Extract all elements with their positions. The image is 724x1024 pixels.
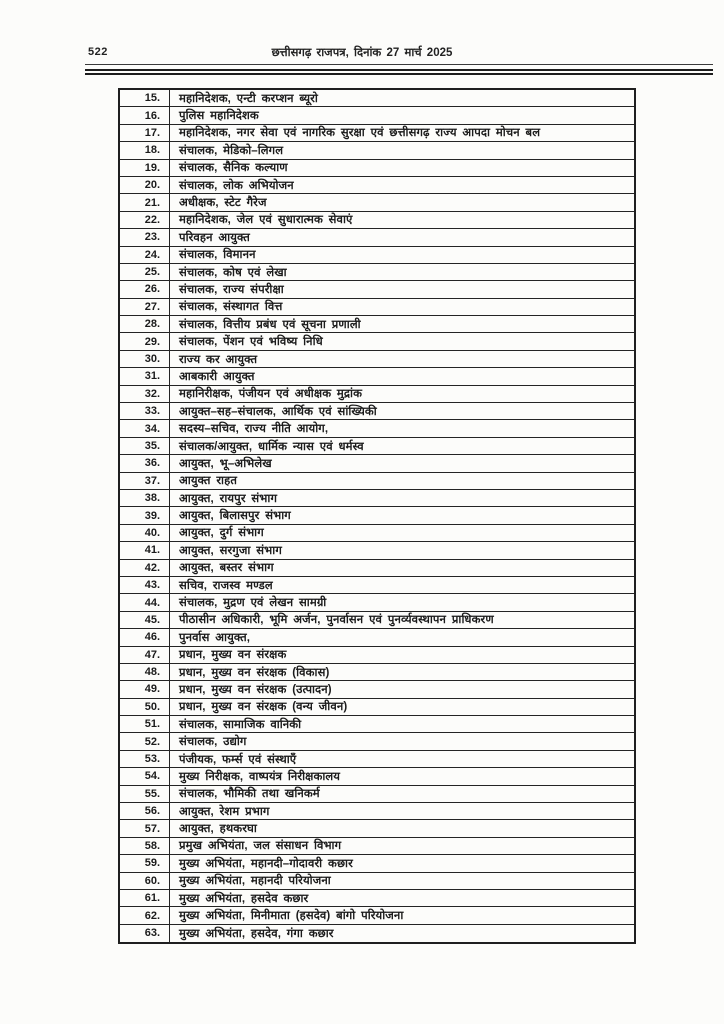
table-row [120,786,634,803]
table-row [120,281,634,298]
row-designation: आयुक्त, सरगुजा संभाग [179,544,282,557]
row-designation: आयुक्त राहत [179,475,237,488]
row-number: 34. [120,420,170,436]
table-row [120,716,634,733]
row-designation: संचालक, राज्य संपरीक्षा [179,283,284,296]
table-row [120,386,634,403]
page-number: 522 [88,46,108,58]
table-row [120,664,634,681]
row-number: 44. [120,594,170,610]
header-rule-double [85,69,713,75]
table-row [120,333,634,350]
table-row [120,455,634,472]
header-rule-thin [85,64,713,65]
row-number: 55. [120,786,170,802]
table-row [120,420,634,437]
row-designation: पंजीयक, फर्म्स एवं संस्थाएँ [179,753,297,766]
row-designation: आयुक्त, बस्तर संभाग [179,562,274,575]
table-row [120,507,634,524]
table-row [120,247,634,264]
row-designation: मुख्य अभियंता, महानदी–गोदावरी कछार [179,857,353,870]
table-row [120,612,634,629]
row-designation: आयुक्त, दुर्ग संभाग [179,527,264,540]
table-row [120,107,634,124]
row-designation: संचालक, कोष एवं लेखा [179,266,287,279]
table-row [120,351,634,368]
table-row [120,438,634,455]
table-row [120,403,634,420]
row-designation: संचालक, लोक अभियोजन [179,179,294,192]
row-designation: महानिरीक्षक, पंजीयन एवं अधीक्षक मुद्रांक [179,388,363,401]
row-number: 33. [120,403,170,419]
row-designation: संचालक, सैनिक कल्याण [179,162,288,175]
row-number: 54. [120,768,170,784]
table-row [120,160,634,177]
row-designation: प्रधान, मुख्य वन संरक्षक (वन्य जीवन) [179,701,348,714]
row-designation: परिवहन आयुक्त [179,231,250,244]
row-number: 17. [120,125,170,141]
table-row [120,560,634,577]
row-number: 59. [120,855,170,871]
row-number: 24. [120,247,170,263]
row-designation: मुख्य निरीक्षक, वाष्पयंत्र निरीक्षकालय [179,770,341,783]
row-number: 27. [120,299,170,315]
row-number: 60. [120,873,170,889]
row-number: 57. [120,820,170,836]
table-row [120,699,634,716]
row-designation: संचालक, वित्तीय प्रबंध एवं सूचना प्रणाली [179,318,361,331]
table-row [120,751,634,768]
table-row [120,299,634,316]
table-row [120,733,634,750]
row-designation: आबकारी आयुक्त [179,370,255,383]
row-number: 43. [120,577,170,593]
row-number: 31. [120,368,170,384]
row-number: 22. [120,212,170,228]
row-number: 56. [120,803,170,819]
row-number: 36. [120,455,170,471]
table-row [120,177,634,194]
table-row [120,368,634,385]
row-designation: महानिदेशक, जेल एवं सुधारात्मक सेवाएं [179,214,353,227]
row-number: 50. [120,699,170,715]
row-number: 63. [120,925,170,942]
row-number: 45. [120,612,170,628]
table-row [120,820,634,837]
row-designation: संचालक, भौमिकी तथा खनिकर्म [179,788,320,801]
row-designation: अधीक्षक, स्टेट गैरेज [179,197,267,210]
row-designation: मुख्य अभियंता, हसदेव, गंगा कछार [179,927,334,940]
row-designation: मुख्य अभियंता, महानदी परियोजना [179,875,331,888]
row-number: 35. [120,438,170,454]
row-designation: राज्य कर आयुक्त [179,353,258,366]
row-number: 19. [120,160,170,176]
row-designation: प्रधान, मुख्य वन संरक्षक (विकास) [179,666,330,679]
table-row [120,803,634,820]
row-designation: आयुक्त, बिलासपुर संभाग [179,510,291,523]
table-row [120,90,634,107]
table-row [120,212,634,229]
table-row [120,473,634,490]
table-row [120,681,634,698]
row-designation: मुख्य अभियंता, मिनीमाता (हसदेव) बांगो परियोजना [179,910,404,923]
table-row [120,229,634,246]
row-designation: प्रधान, मुख्य वन संरक्षक [179,649,287,662]
row-designation: आयुक्त, रायपुर संभाग [179,492,278,505]
table-row [120,194,634,211]
row-number: 40. [120,525,170,541]
row-designation: पीठासीन अधिकारी, भूमि अर्जन, पुनर्वासन एवं पुनर्व्यवस्थापन प्राधिकरण [179,614,494,627]
table-row [120,838,634,855]
row-designation: संचालक, उद्योग [179,736,247,749]
table-row [120,542,634,559]
table-row [120,264,634,281]
row-number: 51. [120,716,170,732]
row-designation: संचालक, मुद्रण एवं लेखन सामग्री [179,597,327,610]
row-number: 53. [120,751,170,767]
designations-table [118,88,636,944]
row-designation: मुख्य अभियंता, हसदेव कछार [179,892,309,905]
row-designation: सदस्य–सचिव, राज्य नीति आयोग, [179,423,329,436]
table-row [120,490,634,507]
table-row [120,647,634,664]
table-row [120,316,634,333]
row-number: 18. [120,142,170,158]
row-number: 30. [120,351,170,367]
row-designation: आयुक्त, हथकरघा [179,823,257,836]
row-number: 23. [120,229,170,245]
row-number: 41. [120,542,170,558]
row-designation: आयुक्त, भू–अभिलेख [179,457,272,470]
row-designation: संचालक/आयुक्त, धार्मिक न्यास एवं धर्मस्व [179,440,364,453]
row-designation: महानिदेशक, एन्टी करप्शन ब्यूरो [179,92,318,105]
row-designation: आयुक्त–सह–संचालक, आर्थिक एवं सांख्यिकी [179,405,377,418]
row-designation: सचिव, राजस्व मण्डल [179,579,273,592]
row-number: 47. [120,647,170,663]
row-designation: संचालक, मेडिको–लिगल [179,144,284,157]
table-row [120,525,634,542]
row-number: 46. [120,629,170,645]
row-number: 42. [120,560,170,576]
row-designation: आयुक्त, रेशम प्रभाग [179,805,270,818]
table-row [120,768,634,785]
row-number: 21. [120,194,170,210]
row-designation: पुलिस महानिदेशक [179,110,259,123]
table-row [120,890,634,907]
row-number: 49. [120,681,170,697]
row-number: 16. [120,107,170,123]
row-number: 61. [120,890,170,906]
row-number: 29. [120,333,170,349]
table-row [120,873,634,890]
row-designation: संचालक, सामाजिक वानिकी [179,718,302,731]
row-designation: संचालक, पेंशन एवं भविष्य निधि [179,336,323,349]
row-number: 15. [120,90,170,106]
page-title: छत्तीसगढ़ राजपत्र, दिनांक 27 मार्च 2025 [271,47,453,59]
table-row [120,907,634,924]
table-row [120,925,634,942]
row-number: 20. [120,177,170,193]
row-designation: प्रधान, मुख्य वन संरक्षक (उत्पादन) [179,683,332,696]
row-number: 38. [120,490,170,506]
row-number: 28. [120,316,170,332]
row-number: 39. [120,507,170,523]
table-row [120,125,634,142]
row-number: 32. [120,386,170,402]
row-designation: प्रमुख अभियंता, जल संसाधन विभाग [179,840,342,853]
row-number: 52. [120,733,170,749]
table-row [120,142,634,159]
table-row [120,629,634,646]
table-row [120,855,634,872]
row-number: 62. [120,907,170,923]
row-number: 26. [120,281,170,297]
row-designation: महानिदेशक, नगर सेवा एवं नागरिक सुरक्षा एवं छत्तीसगढ़ राज्य आपदा मोचन बल [179,127,541,140]
row-number: 48. [120,664,170,680]
row-number: 25. [120,264,170,280]
row-number: 58. [120,838,170,854]
row-designation: पुनर्वास आयुक्त, [179,631,251,644]
row-designation: संचालक, विमानन [179,249,256,262]
table-row [120,577,634,594]
row-number: 37. [120,473,170,489]
table-row [120,594,634,611]
row-designation: संचालक, संस्थागत वित्त [179,301,283,314]
